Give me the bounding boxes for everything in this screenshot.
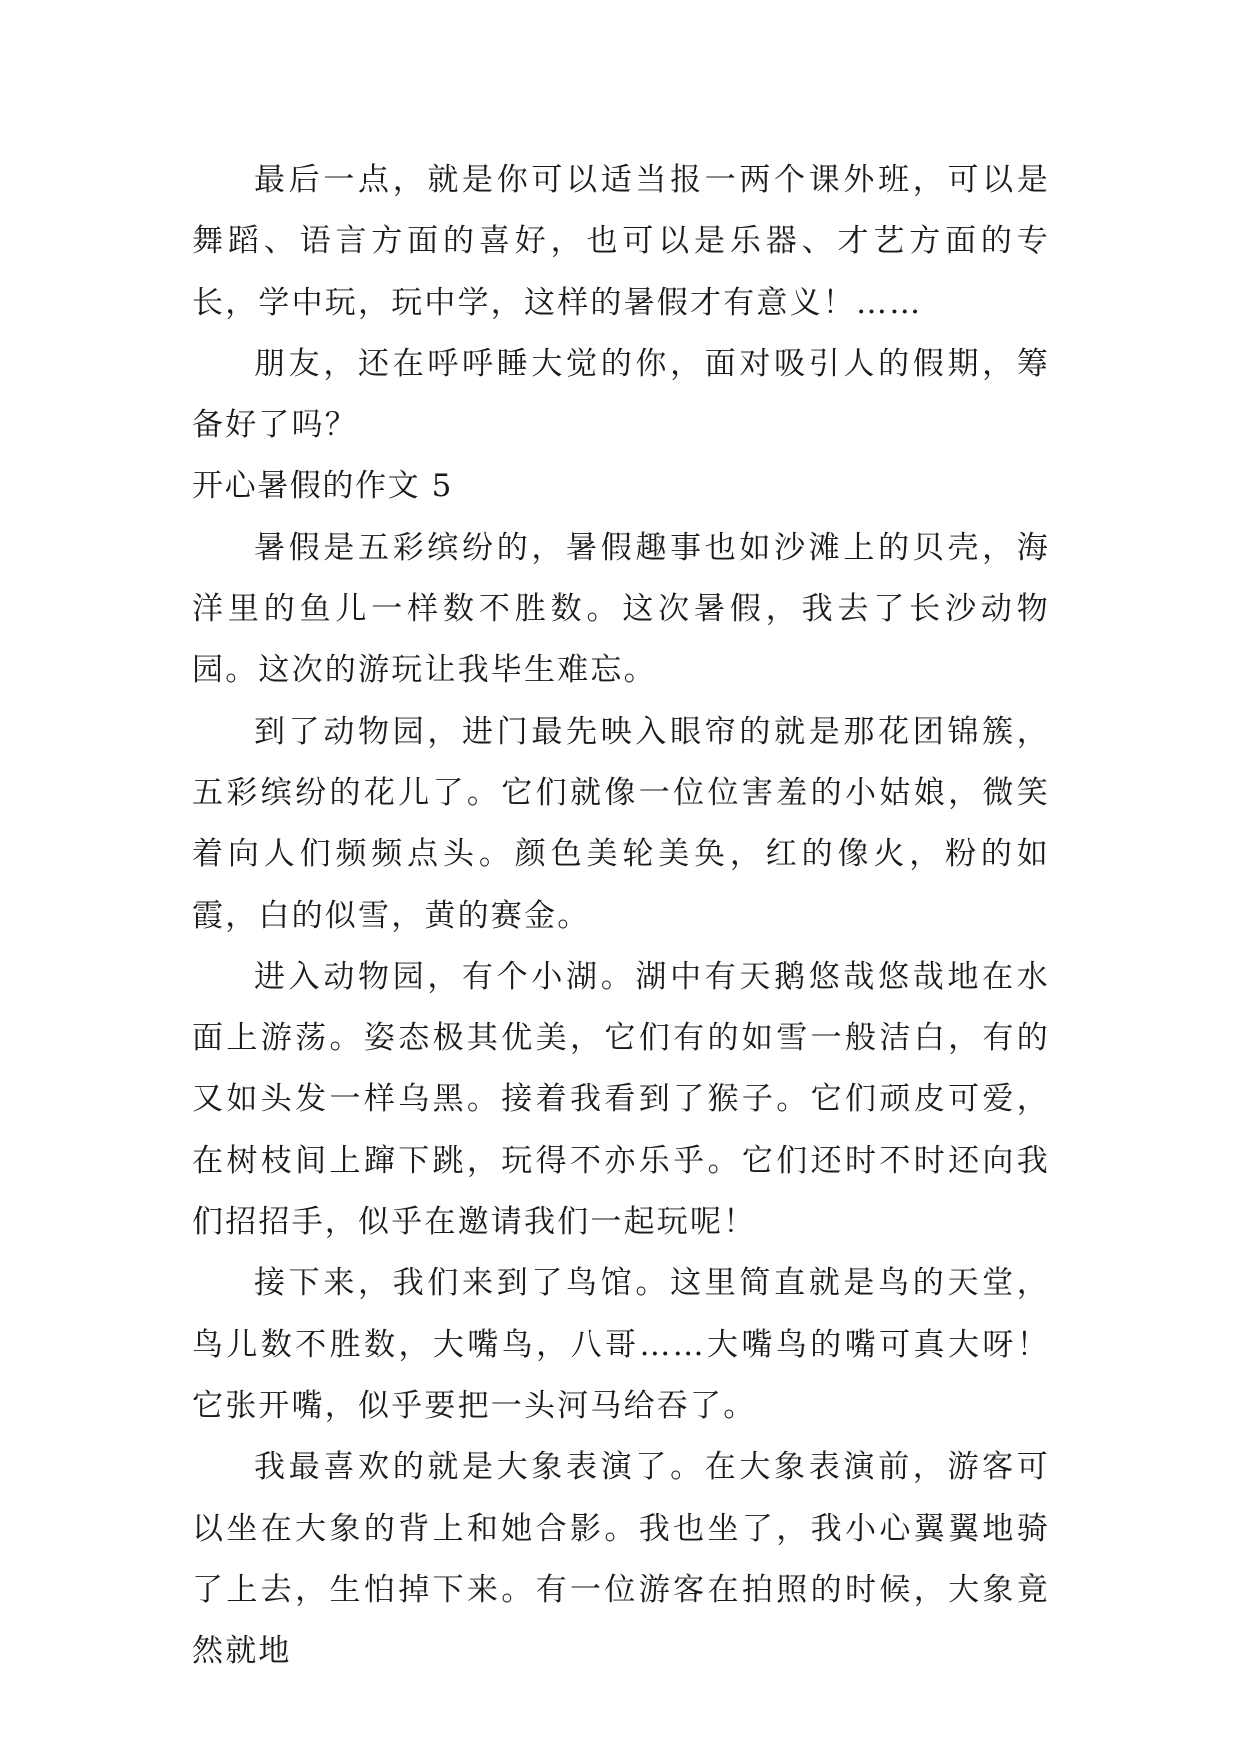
paragraph-lake-swans-monkeys: 进入动物园，有个小湖。湖中有天鹅悠哉悠哉地在水面上游荡。姿态极其优美，它们有的如雪一般洁白，有的又如头发一样乌黑。接着我看到了猴子。它们顽皮可爱，在树枝间上蹿下跳，玩得不亦乐乎。它们还时不时还向我们招招手，似乎在邀请我们一起玩呢！ [192, 958, 1050, 1241]
essay-title: 开心暑假的作文 5 [192, 468, 453, 505]
paragraph-friend-question: 朋友，还在呼呼睡大觉的你，面对吸引人的假期，筹备好了吗？ [192, 345, 1050, 444]
paragraph-flowers: 到了动物园，进门最先映入眼帘的就是那花团锦簇，五彩缤纷的花儿了。它们就像一位位害羞的小姑娘，微笑着向人们频频点头。颜色美轮美奂，红的像火，粉的如霞，白的似雪，黄的赛金。 [192, 713, 1050, 934]
document-body [192, 150, 1050, 1682]
paragraph-elephant-show: 我最喜欢的就是大象表演了。在大象表演前，游客可以坐在大象的背上和她合影。我也坐了，我小心翼翼地骑了上去，生怕掉下来。有一位游客在拍照的时候，大象竟然就地 [192, 1449, 1050, 1670]
paragraph-zoo-intro: 暑假是五彩缤纷的，暑假趣事也如沙滩上的贝壳，海洋里的鱼儿一样数不胜数。这次暑假，我去了长沙动物园。这次的游玩让我毕生难忘。 [192, 529, 1050, 689]
paragraph-extracurricular: 最后一点，就是你可以适当报一两个课外班，可以是舞蹈、语言方面的喜好，也可以是乐器、才艺方面的专长，学中玩，玩中学，这样的暑假才有意义！…… [192, 162, 1050, 321]
paragraph-bird-house: 接下来，我们来到了鸟馆。这里简直就是鸟的天堂，鸟儿数不胜数，大嘴鸟，八哥……大嘴鸟的嘴可真大呀！它张开嘴，似乎要把一头河马给吞了。 [192, 1265, 1050, 1424]
